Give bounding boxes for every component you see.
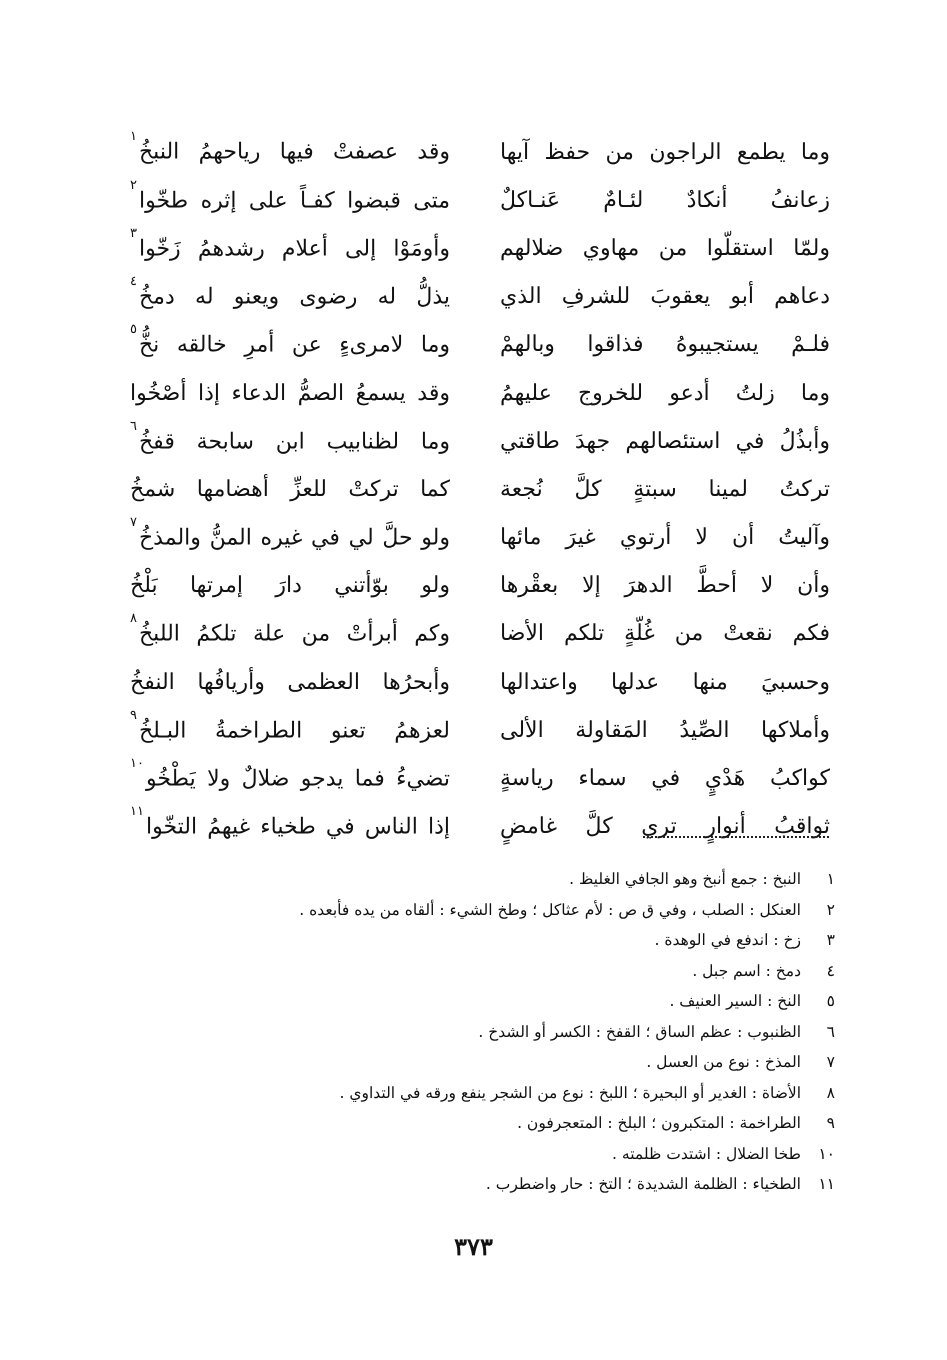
verse-line [130,610,830,658]
verse-second-hemistich-text: ولو بوّأتني دارَ إمرتها بَلْخُ [130,573,450,599]
verse-second-hemistich [130,177,450,213]
footnote-text: الطراخمة : المتكبرون ؛ البلخ : المتعجرفون . [517,1114,801,1133]
footnote-number: ٦ [826,1022,835,1041]
footnote-text: زخ : اندفع في الوهدة . [654,931,801,950]
footnote-number: ١ [826,870,835,889]
footnote-text: النبخ : جمع أنبخ وهو الجافي الغليظ . [569,870,801,889]
footnote-marker: ٥ [130,322,137,338]
footnote-marker: ٩ [130,707,137,723]
verse-first-hemistich: ثواقبُ أنوارٍ تري كلَّ غامضٍ [500,814,830,840]
verse-first-hemistich: تركتُ لمينا سبتةٍ كلَّ نُجعة [500,476,830,502]
footnote-text: العنكل : الصلب ، وفي ق ص : لأم عثاكل ؛ وطخ الشيء : ألقاه من يده فأبعده . [299,900,801,919]
verse-line [130,465,830,513]
verse-first-hemistich: كواكبُ هَدْيٍ في سماء رياسةٍ [500,766,830,792]
verse-first-hemistich: وما يطمع الراجون من حفظ آيها [500,139,830,165]
verse-second-hemistich-text: وقد يسمعُ الصمُّ الدعاء إذا أصْخُوا [130,380,450,406]
verse-second-hemistich-text: يذلُّ له رضوى ويعنو له دمخُ [138,284,450,310]
verse-first-hemistich: فلـمْ يستجيبوهُ فذاقوا وبالهمْ [500,332,830,358]
footnote-marker: ٢ [130,177,137,193]
verse-first-hemistich: فكم نقعتْ من غُلّةٍ تلكم الأضا [500,621,830,647]
footnote-text: المذخ : نوع من العسل . [646,1053,801,1072]
verse-second-hemistich-text: وأومَوْا إلى أعلام رشدهمُ زَخّوا [138,236,450,262]
verse-line [130,273,830,321]
verse-line [130,417,830,465]
footnote-item [195,1169,835,1200]
footnote-separator [643,836,829,838]
verse-first-hemistich: زعانفُ أنكادٌ لئـامٌ عَنـاكلٌ [500,187,830,213]
footnote-item [195,1078,835,1109]
verse-line [130,224,830,272]
footnote-number: ٧ [826,1053,835,1072]
verse-second-hemistich [130,381,450,406]
verse-line [130,176,830,224]
footnote-number: ٩ [826,1114,835,1133]
footnote-number: ٢ [826,900,835,919]
footnote-item [195,1139,835,1170]
footnotes [195,864,835,1200]
footnote-item [195,925,835,956]
footnote-text: طخا الضلال : اشتدت ظلمته . [612,1144,801,1163]
verse-second-hemistich [130,611,450,647]
footnote-text: الظنبوب : عظم الساق ؛ القفخ : الكسر أو الشدخ . [478,1022,801,1041]
footnote-number: ١٠ [818,1144,835,1163]
verse-second-hemistich-text: إذا الناس في طخياء غيهمُ التخّوا [145,814,450,840]
verse-first-hemistich: وأملاكها الصِّيدُ المَقاولة الألى [500,717,830,743]
verse-second-hemistich [130,477,450,502]
verse-second-hemistich [130,418,450,454]
page-number: ٣٧٣ [454,1232,493,1261]
verse-second-hemistich-text: وقد عصفتْ فيها رياحهمُ النبخُ [138,139,450,165]
verse-second-hemistich-text: متى قبضوا كفـاً على إثره طخّوا [138,187,450,213]
verse-first-hemistich: وما زلتُ أدعو للخروج عليهمُ [500,380,830,406]
verse-second-hemistich [130,129,450,165]
footnote-marker: ٨ [130,611,137,627]
verse-line [130,128,830,176]
footnote-item [195,986,835,1017]
footnote-item [195,895,835,926]
verse-line [130,562,830,610]
footnote-marker: ١٠ [130,755,144,771]
verse-first-hemistich: ولمّا استقلّوا من مهاوي ضلالهم [500,235,830,261]
footnote-marker: ٧ [130,514,137,530]
verse-line [130,658,830,706]
verse-second-hemistich-text: وما لظنابيب ابن سابحة قفخُ [138,428,450,454]
verse-line [130,754,830,802]
verse-second-hemistich [130,804,450,840]
footnote-number: ٨ [826,1083,835,1102]
footnote-number: ١١ [818,1175,835,1194]
verse-line [130,706,830,754]
footnote-marker: ١ [130,129,137,145]
footnote-number: ٤ [826,961,835,980]
verse-first-hemistich: وآليتُ أن لا أرتوي غيرَ مائها [500,525,830,551]
footnote-item [195,1017,835,1048]
footnote-text: النخ : السير العنيف . [669,992,801,1011]
verse-line [130,803,830,851]
footnote-item [195,864,835,895]
footnote-marker: ٤ [130,273,137,289]
verse-second-hemistich-text: وما لامرىءٍ عن أمرِ خالقه نخُّ [138,332,450,358]
footnote-marker: ٦ [130,418,137,434]
footnote-text: الأضاة : الغدير أو البحيرة ؛ اللبخ : نوع من الشجر ينفع ورقه في التداوي . [339,1083,801,1102]
verse-second-hemistich [130,707,450,743]
verse-second-hemistich [130,670,450,695]
verse-second-hemistich-text: تضيءُ فما يدجو ضلالٌ ولا يَطْخُو [145,766,450,792]
footnote-text: الطخياء : الظلمة الشديدة ؛ التخ : حار واضطرب . [485,1175,801,1194]
verse-line [130,321,830,369]
footnote-item [195,1108,835,1139]
verse-second-hemistich-text: وأبحرُها العظمى وأريافُها النفخُ [130,669,450,695]
footnote-marker: ١١ [130,804,144,820]
verse-first-hemistich: وحسبيَ منها عدلها واعتدالها [500,669,830,695]
verse-second-hemistich [130,514,450,551]
poem-body [130,128,830,851]
footnote-item [195,1047,835,1078]
verse-second-hemistich-text: كما تركتْ للعزِّ أهضامها شمخُ [130,476,450,502]
verse-second-hemistich-text: لعزهمُ تعنو الطراخمةُ البـلخُ [138,718,450,743]
verse-second-hemistich [130,322,450,358]
verse-second-hemistich [130,225,450,262]
verse-line [130,369,830,417]
verse-second-hemistich-text: وكم أبرأتْ من علة تلكمُ اللبخُ [138,621,450,647]
footnote-marker: ٣ [130,225,137,241]
verse-second-hemistich [130,755,450,792]
verse-second-hemistich [130,273,450,310]
verse-line [130,514,830,562]
footnote-number: ٥ [826,992,835,1011]
verse-first-hemistich: وأن لا أحطَّ الدهرَ إلا بعقْرها [500,573,830,599]
verse-first-hemistich: دعاهم أبو يعقوبَ للشرفِ الذي [500,284,830,310]
verse-second-hemistich-text: ولو حلَّ لي في غيره المنُّ والمذخُ [138,525,450,551]
verse-second-hemistich [130,573,450,598]
verse-first-hemistich: وأبذُلُ في استئصالهم جهدَ طاقتي [500,428,830,454]
footnote-number: ٣ [826,931,835,950]
footnote-text: دمخ : اسم جبل . [692,961,801,980]
footnote-item [195,956,835,987]
